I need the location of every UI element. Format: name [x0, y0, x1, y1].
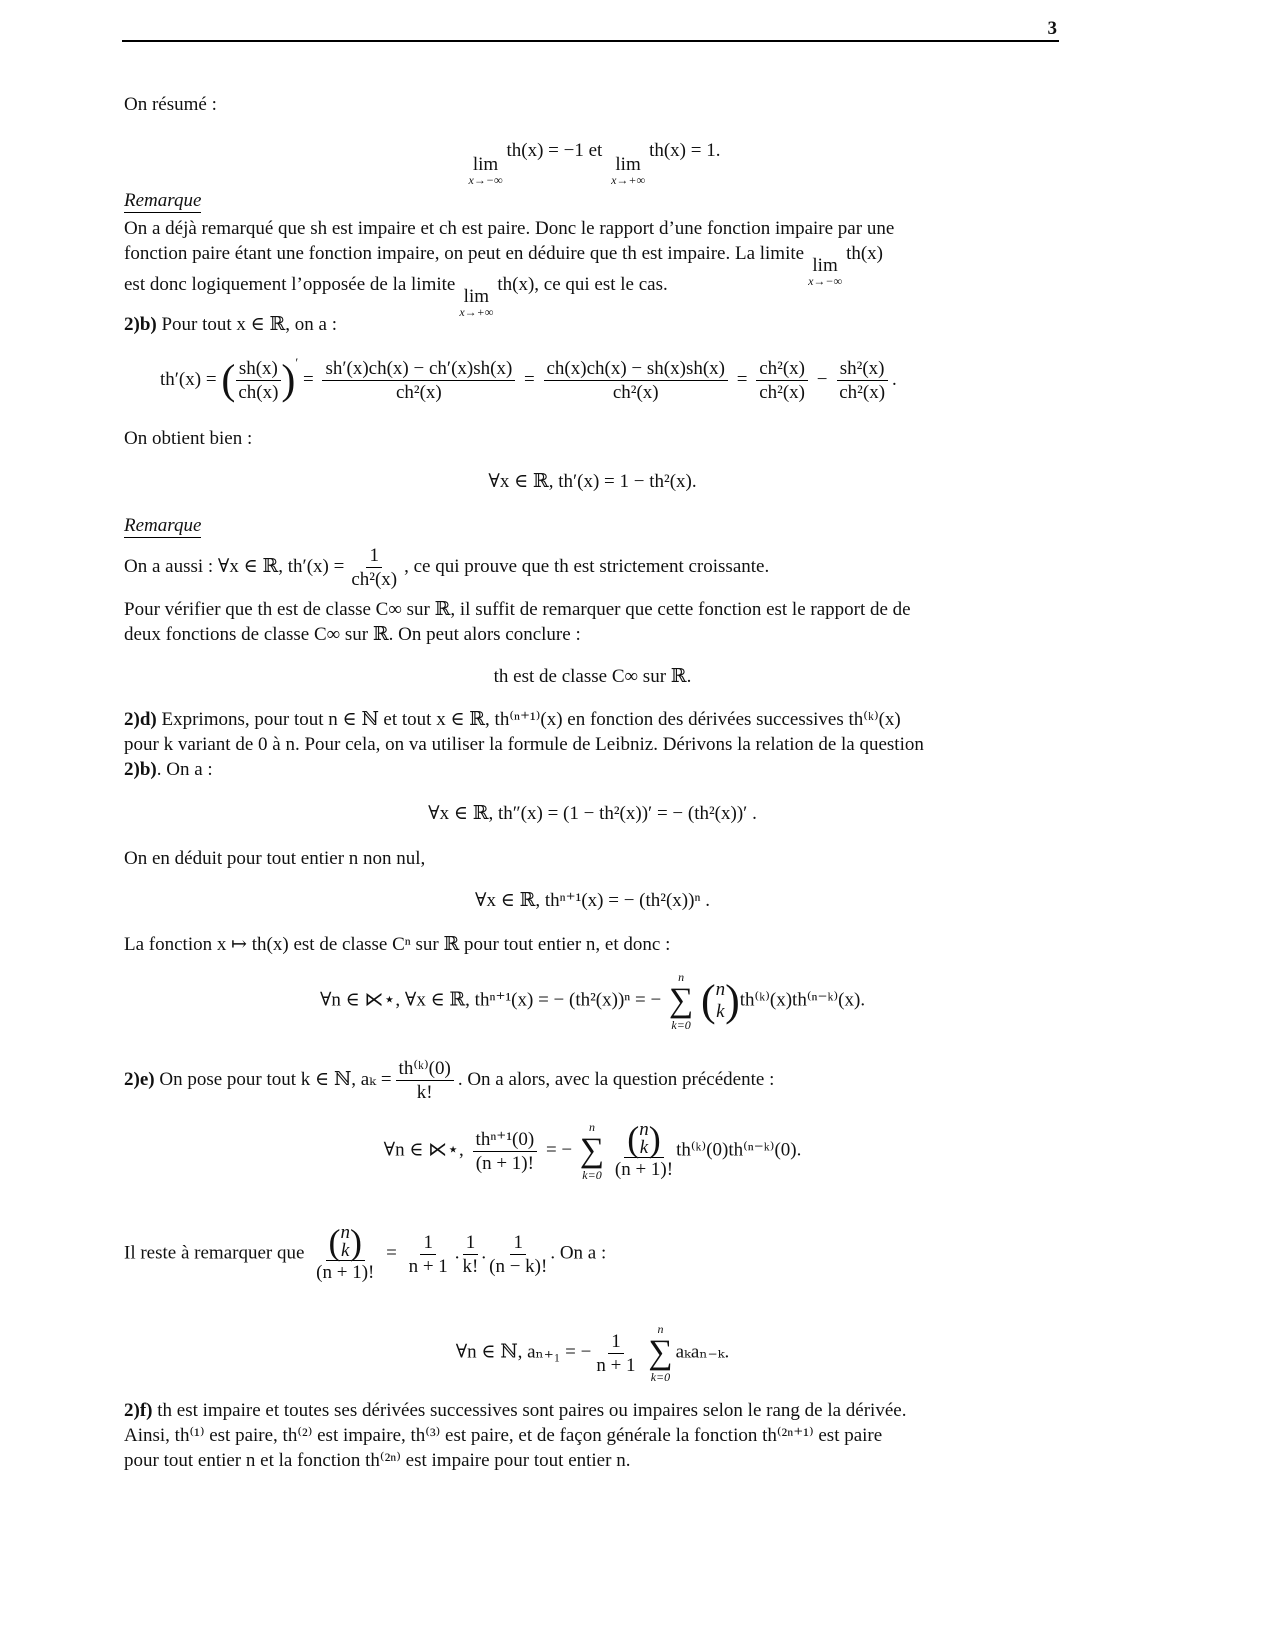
remark2-line2: Pour vérifier que th est de classe C∞ sur ℝ, il suffit de remarquer que cette fonction est le rapport de de [124, 599, 911, 620]
remark1-limit-plus: lim x→+∞ [459, 286, 494, 319]
q2d-leibniz-equation: ∀n ∈ ⋉⋆, ∀x ∈ ℝ, thⁿ⁺¹(x) = − (th²(x))ⁿ = − n ∑ k=0 ( n k ) th⁽ᵏ⁾(x)th⁽ⁿ⁻ᵏ⁾(x). [319, 970, 866, 1032]
binomial-coefficient: ( n k ) [700, 976, 740, 1025]
limit-minus: lim x→−∞ [468, 154, 503, 187]
remark1-limit-minus: lim x→−∞ [808, 255, 843, 288]
q2f-line3: pour tout entier n et la fonction th⁽²ⁿ⁾ est impaire pour tout entier n. [124, 1450, 631, 1471]
header-rule [122, 40, 1059, 42]
remark2-line3: deux fonctions de classe C∞ sur ℝ. On peut alors conclure : [124, 624, 581, 645]
result-2b: ∀x ∈ ℝ, th′(x) = 1 − th²(x). [488, 471, 697, 492]
q2b-derivative-equation: th′(x) = ( $\frac{sh(x)}{ch(x)}$ )′ = $\frac{sh'(x)ch(x) - ch'(x)sh(x)}{\text{ch²(x)}}$ = $\frac{ch(x)ch(x) - sh(x)sh(x)}{\text{ch²(x)}}$ = $\frac{\text{ch²(x)}}{\text{ch²(x)}}$ − $\frac{\text{sh²(x)}}{\text{ch²(x)}}$ . [160, 355, 897, 404]
sum-symbol: n ∑ k=0 [668, 970, 694, 1032]
limits-equation [124, 138, 1061, 186]
q2e-equation: ∀n ∈ ⋉⋆, $\frac{\text{thⁿ⁺¹(0)}}{(n + 1)!}$ = − n ∑ k=0 ( n k ) (n + 1)! th⁽ᵏ⁾(0)th⁽ⁿ⁻ᵏ⁾(0). [383, 1119, 802, 1182]
remark-heading-2: Remarque [124, 515, 202, 536]
q2d-class-line: La fonction x ↦ th(x) est de classe Cⁿ sur ℝ pour tout entier n, et donc : [124, 934, 671, 955]
q2d-deduce: On en déduit pour tout entier n non nul, [124, 848, 426, 869]
limit-right-text: th(x) = 1. [649, 140, 721, 161]
remark1-line3: est donc logiquement l’opposée de la limite lim x→+∞ th(x), ce qui est le cas. [124, 274, 668, 319]
remark2-line1: On a aussi : ∀x ∈ ℝ, th′(x) = $\frac{1}{\text{ch²(x)}}$ , ce qui prouve que th est strictement croissante. [124, 545, 770, 590]
q2d-eq2: ∀x ∈ ℝ, thⁿ⁺¹(x) = − (th²(x))ⁿ . [475, 890, 710, 911]
obtain-text: On obtient bien : [124, 428, 253, 449]
limit-left-text: th(x) = −1 et [506, 140, 603, 161]
q2d-eq1: ∀x ∈ ℝ, th″(x) = (1 − th²(x))′ = − (th²(x))′ . [428, 803, 757, 824]
remark1-line2: fonction paire étant une fonction impaire, on peut en déduire que th est impaire. La limite lim x→−∞ th(x) [124, 243, 883, 288]
limit-plus: lim x→+∞ [611, 154, 646, 187]
q2b-heading: 2)b) Pour tout x ∈ ℝ, on a : [124, 314, 338, 335]
q2e-remain-line: Il reste à remarquer que ( n k ) (n + 1)! = $\frac{1}{n + 1}$ . $\frac{1}{k!}$ . $\frac{1}{(n - k)!}$ . On a : [124, 1222, 607, 1283]
q2d-line3: 2)b). On a : [124, 759, 213, 780]
remark-heading-1: Remarque [124, 190, 202, 211]
page-number: 3 [1047, 18, 1057, 39]
q2f-line2: Ainsi, th⁽¹⁾ est paire, th⁽²⁾ est impaire, th⁽³⁾ est paire, et de façon générale la fonction th⁽²ⁿ⁺¹⁾ est paire [124, 1425, 883, 1446]
q2d-line1: 2)d) Exprimons, pour tout n ∈ ℕ et tout x ∈ ℝ, th⁽ⁿ⁺¹⁾(x) en fonction des dérivées successives th⁽ᵏ⁾(x) [124, 709, 901, 730]
q2e-line: 2)e) On pose pour tout k ∈ ℕ, aₖ = $\frac{\text{th⁽ᵏ⁾(0)}}{k!}$ . On a alors, avec la question précédente : [124, 1058, 775, 1103]
class-conclusion: th est de classe C∞ sur ℝ. [493, 666, 692, 687]
q2e-recurrence: ∀n ∈ ℕ, aₙ₊₁ = − $\frac{1}{n + 1}$ n ∑ k=0 aₖaₙ₋ₖ. [455, 1322, 730, 1384]
q2d-line2: pour k variant de 0 à n. Pour cela, on va utiliser la formule de Leibniz. Dérivons la relation de la question [124, 734, 924, 755]
resume-intro: On résumé : [124, 94, 217, 115]
remark1-line1: On a déjà remarqué que sh est impaire et ch est paire. Donc le rapport d’une fonction impaire par une [124, 218, 895, 239]
q2f-line1: 2)f) th est impaire et toutes ses dérivées successives sont paires ou impaires selon le rang de la dérivée. [124, 1400, 907, 1421]
